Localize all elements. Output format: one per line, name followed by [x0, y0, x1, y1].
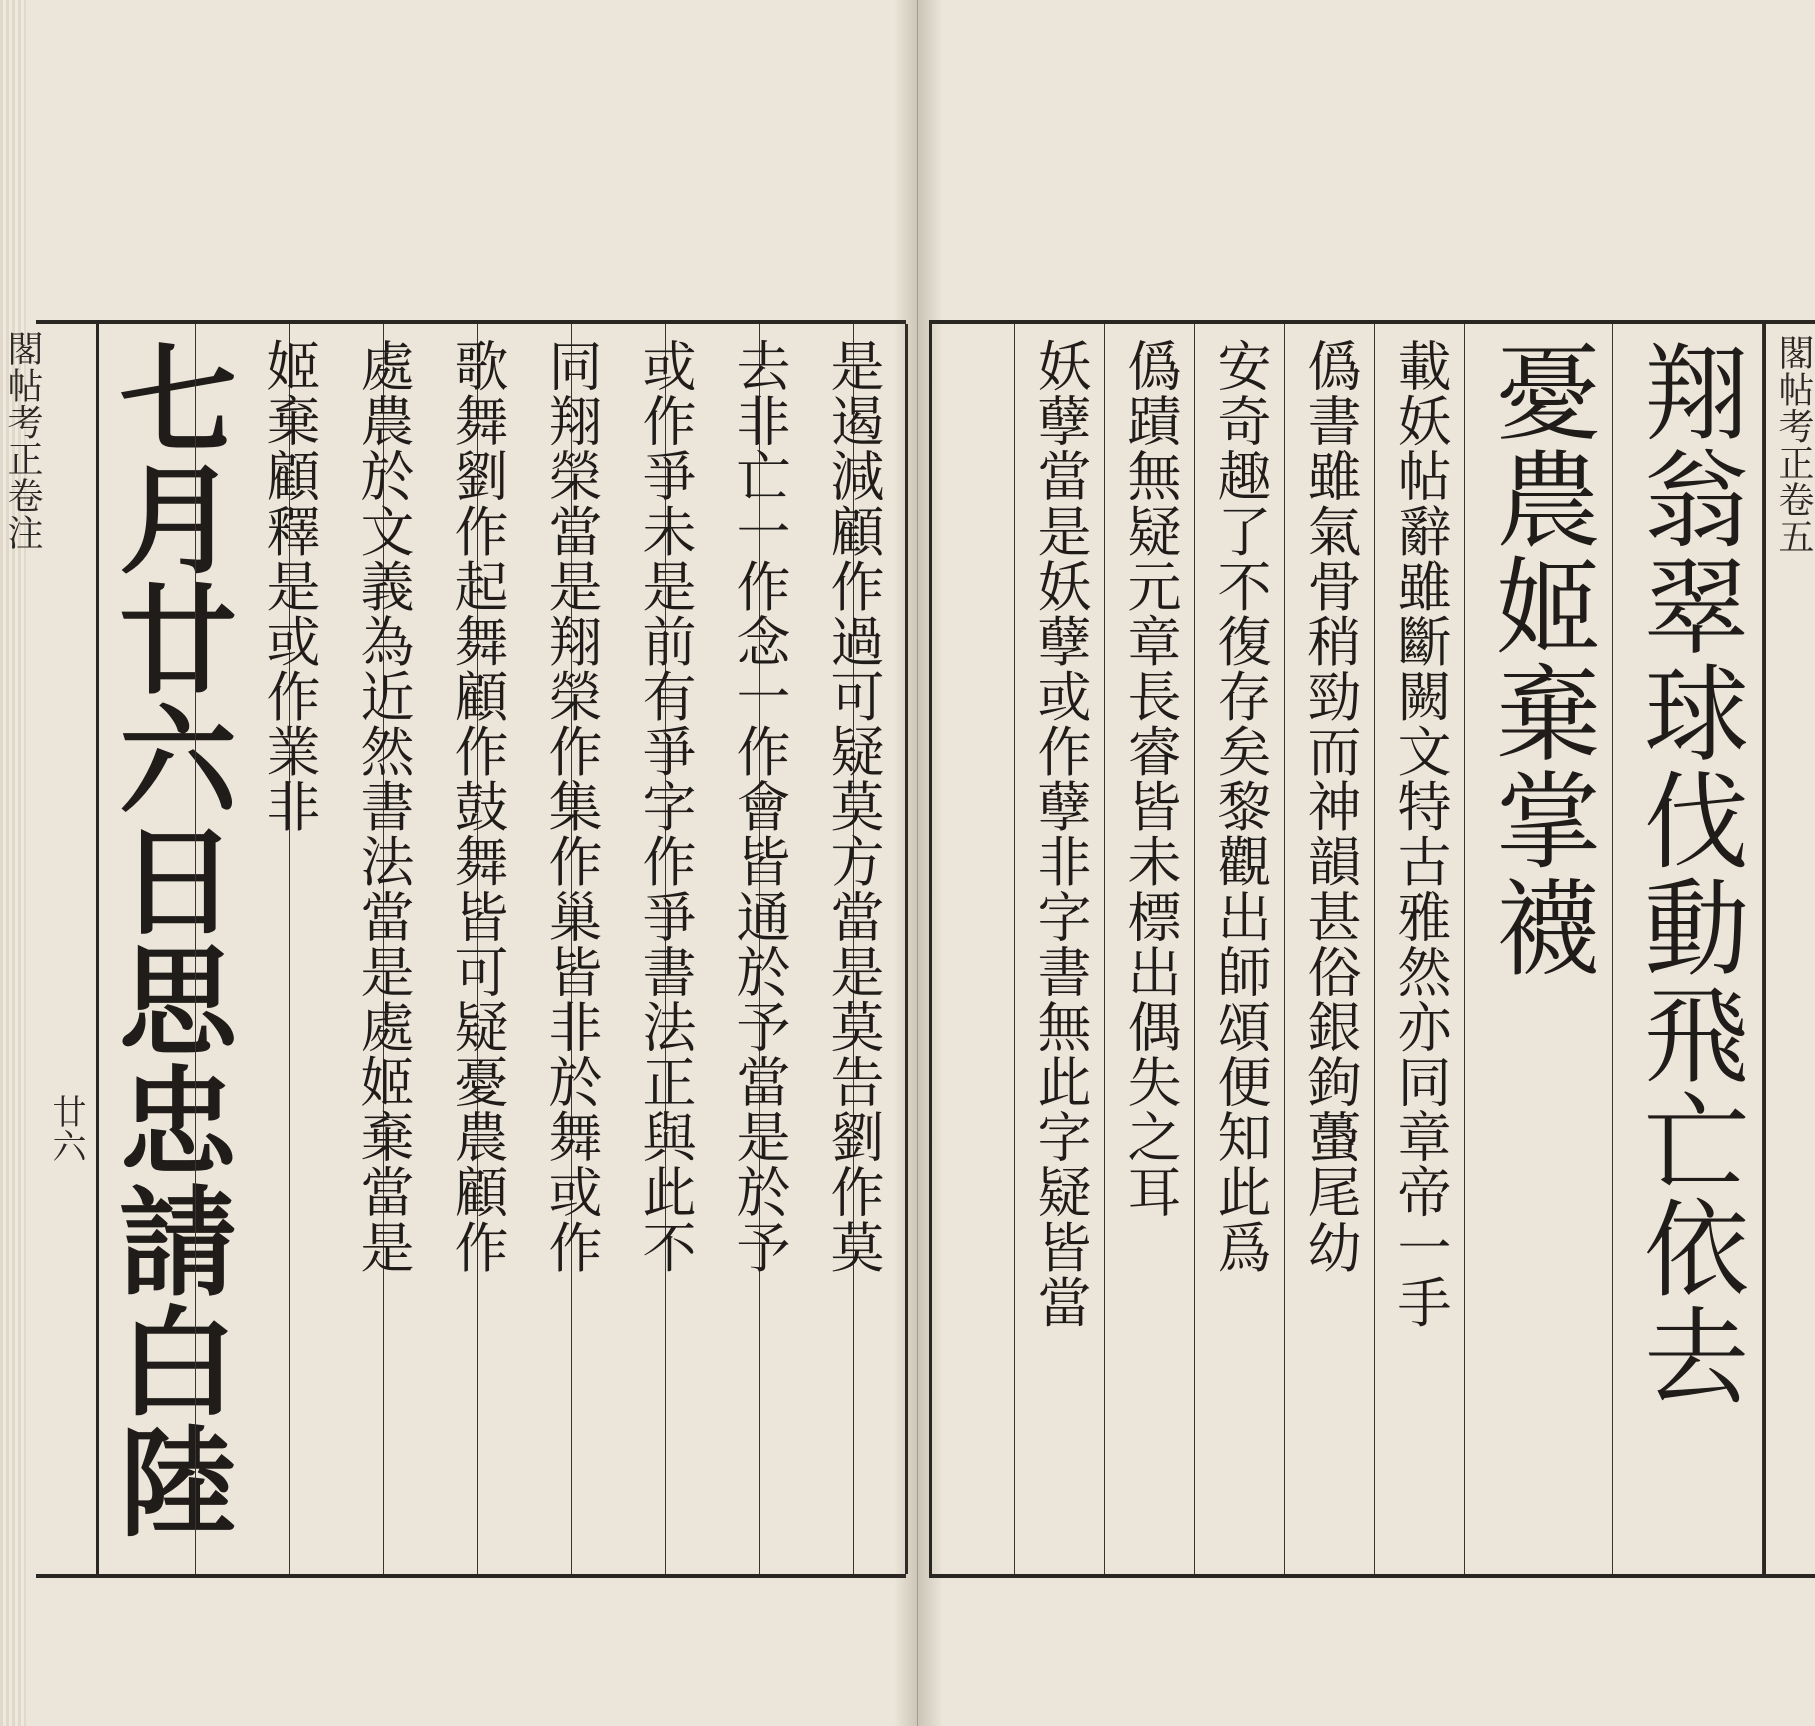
note-column: 妖孽當是妖孽或作孽非字書無此字疑皆當 [1029, 338, 1092, 1330]
folio-number: 廿六 [46, 1094, 86, 1164]
left-margin-title: 閣帖考正卷注 [2, 330, 43, 551]
note-column: 姬棄顧釋是或作業非 [258, 338, 321, 834]
note-column: 處農於文義為近然書法當是處姬棄當是 [352, 338, 415, 1275]
left-note-box [96, 324, 908, 1574]
right-note-box [929, 324, 1766, 1574]
right-text-frame [929, 320, 1815, 1578]
right-page [918, 0, 1815, 1726]
note-column: 歌舞劉作起舞顧作鼓舞皆可疑憂農顧作 [446, 338, 509, 1275]
note-column: 載妖帖辭雖斷闕文特古雅然亦同章帝一手 [1389, 338, 1452, 1330]
note-column: 同翔榮當是翔榮作集作巢皆非於舞或作 [540, 338, 603, 1275]
calligraphy-line: 翔翁翠球伐動飛亡依去 [1627, 338, 1749, 1409]
calligraphy-line: 憂農姬棄掌襪 [1479, 338, 1601, 981]
note-column: 安奇趣了不復存矣黎觀出師頌便知此爲 [1209, 338, 1272, 1275]
calligraphy-heading: 七月廿六日思忠請白陸 [99, 338, 238, 1542]
note-column: 是遏減顧作過可疑莫方當是莫告劉作莫 [822, 338, 885, 1275]
note-column: 僞蹟無疑元章長睿皆未標出偶失之耳 [1119, 338, 1182, 1220]
right-margin-title: 閣帖考正卷五 [1773, 334, 1814, 555]
fore-edge [0, 0, 26, 1726]
note-column: 去非亡一作念一作會皆通於予當是於予 [728, 338, 791, 1275]
left-text-frame [36, 320, 906, 1578]
note-column: 僞書雖氣骨稍勁而神韻甚俗銀鉤蠆尾幼 [1299, 338, 1362, 1275]
note-column: 或作爭未是前有爭字作爭書法正與此不 [634, 338, 697, 1275]
gutter-shadow [894, 0, 918, 1726]
